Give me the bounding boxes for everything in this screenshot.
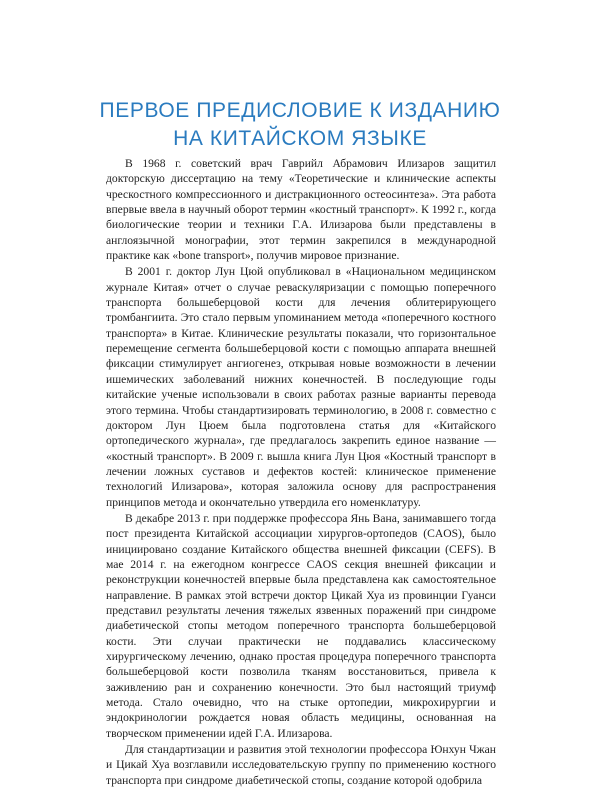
paragraph-2: В 2001 г. доктор Лун Цюй опубликовал в «Национальном медицинском журнале Китая» отчет о случае реваскуляризации с помощью поперечного транспорта большеберцовой кости для лечения облитерирующего тромбангиита. Это стало первым упоминанием метода «поперечного костного транспорта» в Китае. Клинические результаты показали, что горизонтальное перемещение сегмента большеберцовой кости с помощью аппарата внешней фиксации стимулирует ангиогенез, открывая новые возможности в лечении ишемических заболеваний нижних конечностей. В последующие годы китайские ученые использовали в своих работах разные варианты перевода этого термина. Чтобы стандартизировать терминологию, в 2008 г. совместно с доктором Лун Цюем была подготовлена статья для «Китайского ортопедического журнала», где предлагалось закрепить единое название — «костный транспорт». В 2009 г. вышла книга Лун Цюя «Костный транспорт в лечении ложных суставов и дефектов костей: клиническое применение технологий Илизарова», которая заложила основу для распространения принципов метода и окончательно утвердила его номенклатуру. bbox=[106, 265, 496, 509]
paragraph-4: Для стандартизации и развития этой технологии профессора Юнхун Чжан и Цикай Хуа возглавили исследовательскую группу по применению костного транспорта при синдроме диабетической стопы, создание которой одобрила bbox=[106, 743, 496, 787]
body-text bbox=[106, 156, 496, 788]
paragraph-3: В декабре 2013 г. при поддержке профессора Янь Вана, занимавшего тогда пост президента Китайской ассоциации хирургов-ортопедов (CAOS), было инициировано создание Китайского общества внешней фиксации (CEFS). В мае 2014 г. на ежегодном конгрессе CAOS секция внешней фиксации и реконструкции конечностей впервые была представлена как самостоятельное направление. В рамках этой встречи доктор Цикай Хуа из провинции Гуанси представил результаты лечения тяжелых язвенных поражений при синдроме диабетической стопы методом поперечного транспорта большеберцовой кости. Эти случаи практически не поддавались классическому хирургическому лечению, однако простая процедура поперечного транспорта большеберцовой кости позволила тканям восстановиться, привела к заживлению ран и сохранению конечности. Это был настоящий триумф метода. Стало очевидно, что на стыке ортопедии, микрохирургии и эндокринологии рождается новая область медицины, основанная на творческом применении идей Г.А. Илизарова. bbox=[106, 511, 496, 740]
title-line-1: ПЕРВОЕ ПРЕДИСЛОВИЕ К ИЗДАНИЮ bbox=[99, 99, 501, 123]
title-line-2: НА КИТАЙСКОМ ЯЗЫКЕ bbox=[173, 127, 427, 151]
paragraph-1: В 1968 г. советский врач Гаврийл Абрамович Илизаров защитил докторскую диссертацию на тему «Теоретические и клинические аспекты чрескостного компрессионного и дистракционного остеосинтеза». Эта работа впервые ввела в научный оборот термин «костный транспорт». К 1992 г., когда биологические теории и техники Г.А. Илизарова были представлены в англоязычной монографии, этот термин закрепился в международной практике как «bone transport», получив мировое признание. bbox=[106, 157, 496, 263]
page-title bbox=[0, 97, 600, 153]
